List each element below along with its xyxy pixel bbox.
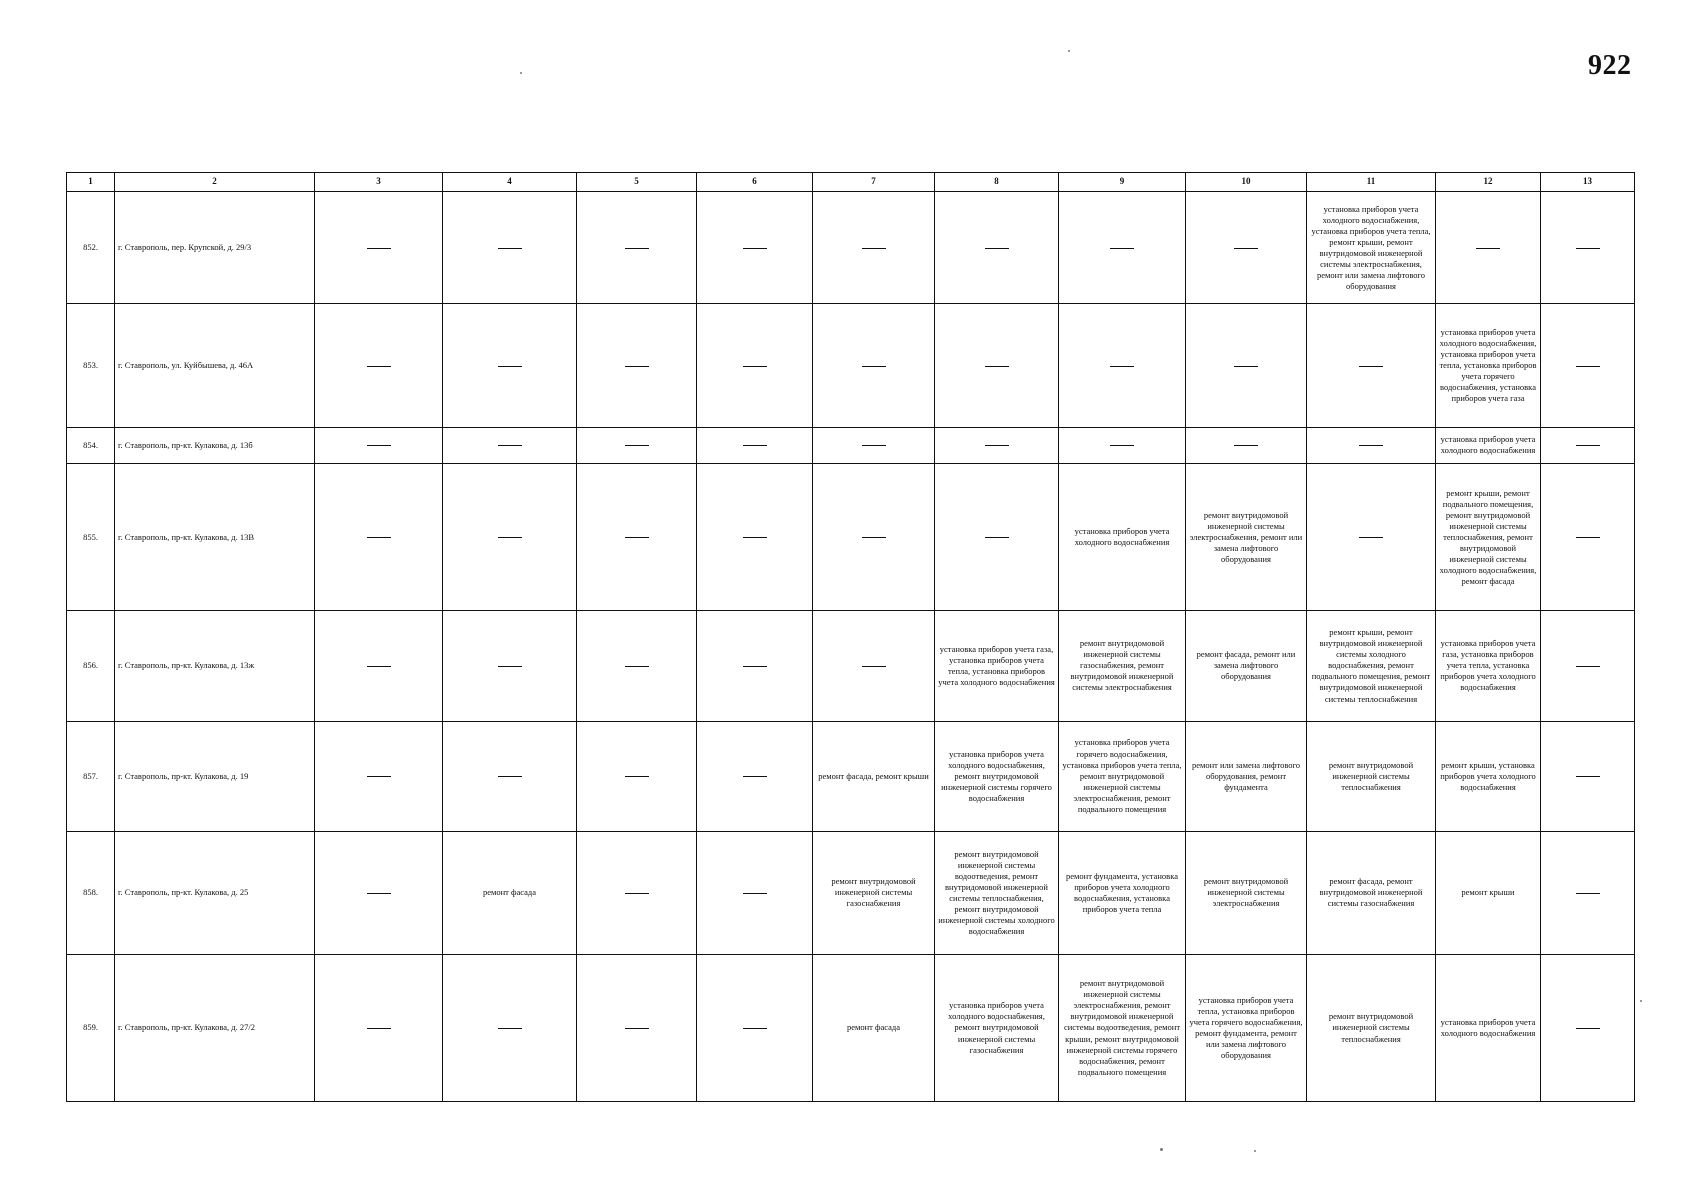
empty-dash-cell xyxy=(577,427,697,464)
dash-mark xyxy=(367,776,391,777)
row-number: 853. xyxy=(67,304,115,427)
dash-mark xyxy=(985,445,1009,446)
work-cell xyxy=(1186,831,1307,954)
column-header-9: 9 xyxy=(1059,173,1186,192)
work-description: ремонт внутридомовой инженерной системы электроснабжения xyxy=(1203,876,1289,909)
table-row xyxy=(67,464,1635,611)
work-description: ремонт фасада xyxy=(846,1022,901,1033)
empty-dash-cell xyxy=(1307,304,1436,427)
work-description: установка приборов учета холодного водоснабжения, ремонт внутридомовой инженерной системы газоснабжения xyxy=(948,1000,1045,1055)
work-description: ремонт внутридомовой инженерной системы электроснабжения, ремонт или замена лифтового оборудования xyxy=(1189,509,1303,564)
empty-dash-cell xyxy=(813,192,935,304)
work-description: установка приборов учета холодного водоснабжения, установка приборов учета тепла, установка приборов учета горячего водоснабжения, установка приборов учета газа xyxy=(1439,326,1537,404)
work-description: ремонт крыши xyxy=(1461,887,1515,898)
empty-dash-cell xyxy=(1059,427,1186,464)
work-description: установка приборов учета холодного водоснабжения xyxy=(1074,526,1170,548)
work-description: ремонт внутридомовой инженерной системы теплоснабжения xyxy=(1328,759,1414,792)
table-body xyxy=(67,192,1635,1102)
table-row xyxy=(67,304,1635,427)
page-number: 922 xyxy=(1588,50,1632,81)
table-row xyxy=(67,611,1635,721)
work-description: ремонт фасада, ремонт или замена лифтового оборудования xyxy=(1196,649,1296,682)
empty-dash-cell xyxy=(697,954,813,1101)
empty-dash-cell xyxy=(1436,192,1541,304)
dash-mark xyxy=(1234,445,1258,446)
dash-mark xyxy=(862,445,886,446)
empty-dash-cell xyxy=(1541,304,1635,427)
row-number: 857. xyxy=(67,721,115,831)
row-number: 854. xyxy=(67,427,115,464)
dash-mark xyxy=(743,366,767,367)
empty-dash-cell xyxy=(577,611,697,721)
empty-dash-cell xyxy=(935,304,1059,427)
dash-mark xyxy=(367,1028,391,1029)
work-cell xyxy=(935,721,1059,831)
work-cell xyxy=(1186,721,1307,831)
dash-mark xyxy=(498,1028,522,1029)
work-cell xyxy=(1436,721,1541,831)
dash-mark xyxy=(625,893,649,894)
work-cell xyxy=(1436,611,1541,721)
dash-mark xyxy=(743,1028,767,1029)
dash-mark xyxy=(743,248,767,249)
work-description: ремонт крыши, ремонт внутридомовой инженерной системы холодного водоснабжения, ремонт подвального помещения, ремонт внутридомовой инженерной системы теплоснабжения xyxy=(1311,627,1431,704)
dash-mark xyxy=(743,445,767,446)
table-row xyxy=(67,192,1635,304)
work-cell xyxy=(1436,427,1541,464)
scan-speck xyxy=(1068,50,1070,52)
work-cell xyxy=(1436,464,1541,611)
empty-dash-cell xyxy=(697,427,813,464)
empty-dash-cell xyxy=(577,464,697,611)
work-cell xyxy=(935,954,1059,1101)
empty-dash-cell xyxy=(1541,954,1635,1101)
empty-dash-cell xyxy=(813,427,935,464)
empty-dash-cell xyxy=(1059,304,1186,427)
work-cell xyxy=(443,831,577,954)
table-row xyxy=(67,427,1635,464)
empty-dash-cell xyxy=(1059,192,1186,304)
dash-mark xyxy=(1110,445,1134,446)
table-row xyxy=(67,831,1635,954)
empty-dash-cell xyxy=(1186,192,1307,304)
work-description: ремонт внутридомовой инженерной системы газоснабжения, ремонт внутридомовой инженерной системы электроснабжения xyxy=(1070,638,1174,693)
empty-dash-cell xyxy=(935,192,1059,304)
empty-dash-cell xyxy=(813,304,935,427)
work-cell xyxy=(935,831,1059,954)
column-header-13: 13 xyxy=(1541,173,1635,192)
address-cell: г. Ставрополь, пр-кт. Кулакова, д. 13б xyxy=(115,427,315,464)
dash-mark xyxy=(1359,366,1383,367)
work-description: установка приборов учета холодного водоснабжения, установка приборов учета тепла, ремонт крыши, ремонт внутридомовой инженерной системы электроснабжения, ремонт или замена лифтового оборудования xyxy=(1311,203,1431,291)
empty-dash-cell xyxy=(577,304,697,427)
dash-mark xyxy=(1576,366,1600,367)
work-cell xyxy=(1436,304,1541,427)
column-header-11: 11 xyxy=(1307,173,1436,192)
dash-mark xyxy=(625,366,649,367)
empty-dash-cell xyxy=(1541,464,1635,611)
work-description: установка приборов учета тепла, установка приборов учета горячего водоснабжения, ремонт фундамента, ремонт или замена лифтового оборудования xyxy=(1189,994,1303,1061)
address-cell: г. Ставрополь, пр-кт. Кулакова, д. 27/2 xyxy=(115,954,315,1101)
dash-mark xyxy=(498,366,522,367)
dash-mark xyxy=(498,248,522,249)
dash-mark xyxy=(985,248,1009,249)
work-cell xyxy=(1059,831,1186,954)
column-header-4: 4 xyxy=(443,173,577,192)
dash-mark xyxy=(367,893,391,894)
dash-mark xyxy=(625,537,649,538)
empty-dash-cell xyxy=(1541,611,1635,721)
scan-speck xyxy=(1640,1000,1642,1002)
dash-mark xyxy=(862,537,886,538)
empty-dash-cell xyxy=(1186,304,1307,427)
work-description: ремонт внутридомовой инженерной системы водоотведения, ремонт внутридомовой инженерной системы теплоснабжения, ремонт внутридомовой инженерной системы холодного водоснабжения xyxy=(938,848,1055,936)
work-cell xyxy=(1307,721,1436,831)
work-description: ремонт крыши, установка приборов учета холодного водоснабжения xyxy=(1440,759,1536,792)
column-header-5: 5 xyxy=(577,173,697,192)
dash-mark xyxy=(743,776,767,777)
empty-dash-cell xyxy=(935,464,1059,611)
work-cell xyxy=(813,831,935,954)
empty-dash-cell xyxy=(697,611,813,721)
work-description: ремонт внутридомовой инженерной системы газоснабжения xyxy=(831,876,916,909)
dash-mark xyxy=(625,666,649,667)
empty-dash-cell xyxy=(577,721,697,831)
dash-mark xyxy=(1576,537,1600,538)
work-cell xyxy=(1307,831,1436,954)
work-description: ремонт крыши, ремонт подвального помещения, ремонт внутридомовой инженерной системы теплоснабжения, ремонт внутридомовой инженерной системы холодного водоснабжения, ремонт фасада xyxy=(1439,487,1537,586)
work-cell xyxy=(1436,954,1541,1101)
address-cell: г. Ставрополь, пр-кт. Кулакова, д. 19 xyxy=(115,721,315,831)
address-cell: г. Ставрополь, ул. Куйбышева, д. 46А xyxy=(115,304,315,427)
dash-mark xyxy=(625,248,649,249)
empty-dash-cell xyxy=(1541,192,1635,304)
dash-mark xyxy=(625,445,649,446)
empty-dash-cell xyxy=(577,954,697,1101)
work-cell xyxy=(813,954,935,1101)
empty-dash-cell xyxy=(697,304,813,427)
dash-mark xyxy=(862,248,886,249)
work-cell xyxy=(1307,611,1436,721)
dash-mark xyxy=(367,666,391,667)
column-header-12: 12 xyxy=(1436,173,1541,192)
address-cell: г. Ставрополь, пр-кт. Кулакова, д. 13ж xyxy=(115,611,315,721)
address-cell: г. Ставрополь, пер. Крупской, д. 29/3 xyxy=(115,192,315,304)
column-header-8: 8 xyxy=(935,173,1059,192)
work-cell xyxy=(813,721,935,831)
row-number: 858. xyxy=(67,831,115,954)
dash-mark xyxy=(1576,1028,1600,1029)
empty-dash-cell xyxy=(315,831,443,954)
row-number: 855. xyxy=(67,464,115,611)
work-description: установка приборов учета холодного водоснабжения, ремонт внутридомовой инженерной системы горячего водоснабжения xyxy=(941,748,1052,803)
column-header-1: 1 xyxy=(67,173,115,192)
dash-mark xyxy=(367,366,391,367)
dash-mark xyxy=(1576,893,1600,894)
empty-dash-cell xyxy=(1307,427,1436,464)
empty-dash-cell xyxy=(697,192,813,304)
work-description: ремонт фасада, ремонт внутридомовой инженерной системы газоснабжения xyxy=(1319,876,1423,909)
column-header-10: 10 xyxy=(1186,173,1307,192)
empty-dash-cell xyxy=(1541,721,1635,831)
column-header-3: 3 xyxy=(315,173,443,192)
empty-dash-cell xyxy=(1307,464,1436,611)
empty-dash-cell xyxy=(1186,427,1307,464)
work-cell xyxy=(935,611,1059,721)
address-cell: г. Ставрополь, пр-кт. Кулакова, д. 13В xyxy=(115,464,315,611)
table-row xyxy=(67,721,1635,831)
empty-dash-cell xyxy=(697,721,813,831)
dash-mark xyxy=(1110,248,1134,249)
empty-dash-cell xyxy=(315,304,443,427)
dash-mark xyxy=(1576,248,1600,249)
dash-mark xyxy=(1476,248,1500,249)
work-description: установка приборов учета газа, установка приборов учета тепла, установка приборов учета холодного водоснабжения xyxy=(938,643,1055,687)
dash-mark xyxy=(1359,537,1383,538)
empty-dash-cell xyxy=(697,464,813,611)
dash-mark xyxy=(367,445,391,446)
work-description: ремонт фасада xyxy=(482,887,537,898)
scan-speck xyxy=(520,72,522,74)
dash-mark xyxy=(625,1028,649,1029)
column-header-7: 7 xyxy=(813,173,935,192)
empty-dash-cell xyxy=(315,611,443,721)
empty-dash-cell xyxy=(935,427,1059,464)
row-number: 852. xyxy=(67,192,115,304)
work-description: установка приборов учета холодного водоснабжения xyxy=(1440,434,1536,456)
dash-mark xyxy=(743,893,767,894)
address-cell: г. Ставрополь, пр-кт. Кулакова, д. 25 xyxy=(115,831,315,954)
work-cell xyxy=(1186,611,1307,721)
empty-dash-cell xyxy=(315,192,443,304)
dash-mark xyxy=(498,666,522,667)
empty-dash-cell xyxy=(315,721,443,831)
work-cell xyxy=(1059,464,1186,611)
dash-mark xyxy=(498,537,522,538)
work-cell xyxy=(1186,464,1307,611)
empty-dash-cell xyxy=(813,464,935,611)
dash-mark xyxy=(1576,445,1600,446)
work-description: ремонт фундамента, установка приборов учета холодного водоснабжения, установка приборов учета тепла xyxy=(1066,870,1178,914)
dash-mark xyxy=(498,776,522,777)
work-cell xyxy=(1186,954,1307,1101)
empty-dash-cell xyxy=(443,427,577,464)
work-description: установка приборов учета газа, установка приборов учета тепла, установка приборов учета холодного водоснабжения xyxy=(1440,638,1536,693)
work-description: ремонт внутридомовой инженерной системы электроснабжения, ремонт внутридомовой инженерной системы водоотведения, ремонт крыши, ремонт внутридомовой инженерной системы горячего водоснабжения, ремонт подвального помещения xyxy=(1063,978,1181,1077)
dash-mark xyxy=(743,666,767,667)
work-description: установка приборов учета холодного водоснабжения xyxy=(1440,1016,1536,1038)
dash-mark xyxy=(985,537,1009,538)
work-description: ремонт фасада, ремонт крыши xyxy=(818,770,929,781)
work-cell xyxy=(1059,611,1186,721)
empty-dash-cell xyxy=(443,611,577,721)
empty-dash-cell xyxy=(443,721,577,831)
empty-dash-cell xyxy=(443,954,577,1101)
empty-dash-cell xyxy=(315,954,443,1101)
empty-dash-cell xyxy=(443,304,577,427)
empty-dash-cell xyxy=(315,427,443,464)
dash-mark xyxy=(498,445,522,446)
dash-mark xyxy=(1234,366,1258,367)
work-description: установка приборов учета горячего водоснабжения, установка приборов учета тепла, ремонт внутридомовой инженерной системы электроснабжения, ремонт подвального помещения xyxy=(1062,737,1182,814)
empty-dash-cell xyxy=(697,831,813,954)
empty-dash-cell xyxy=(443,464,577,611)
dash-mark xyxy=(862,366,886,367)
row-number: 856. xyxy=(67,611,115,721)
dash-mark xyxy=(367,248,391,249)
dash-mark xyxy=(985,366,1009,367)
empty-dash-cell xyxy=(443,192,577,304)
header-row xyxy=(67,173,1635,192)
row-number: 859. xyxy=(67,954,115,1101)
work-cell xyxy=(1307,954,1436,1101)
table-row xyxy=(67,954,1635,1101)
empty-dash-cell xyxy=(315,464,443,611)
dash-mark xyxy=(1110,366,1134,367)
empty-dash-cell xyxy=(1541,427,1635,464)
column-header-2: 2 xyxy=(115,173,315,192)
column-header-6: 6 xyxy=(697,173,813,192)
work-description: ремонт внутридомовой инженерной системы теплоснабжения xyxy=(1328,1011,1414,1044)
work-cell xyxy=(1307,192,1436,304)
work-cell xyxy=(1059,954,1186,1101)
dash-mark xyxy=(743,537,767,538)
dash-mark xyxy=(862,666,886,667)
register-table xyxy=(66,172,1635,1102)
work-cell xyxy=(1059,721,1186,831)
dash-mark xyxy=(1576,776,1600,777)
dash-mark xyxy=(367,537,391,538)
work-cell xyxy=(1436,831,1541,954)
dash-mark xyxy=(625,776,649,777)
empty-dash-cell xyxy=(577,192,697,304)
work-description: ремонт или замена лифтового оборудования, ремонт фундамента xyxy=(1191,759,1301,792)
dash-mark xyxy=(1234,248,1258,249)
scan-speck xyxy=(1160,1148,1163,1151)
dash-mark xyxy=(1576,666,1600,667)
empty-dash-cell xyxy=(577,831,697,954)
dash-mark xyxy=(1359,445,1383,446)
empty-dash-cell xyxy=(1541,831,1635,954)
scan-speck xyxy=(1254,1150,1256,1152)
empty-dash-cell xyxy=(813,611,935,721)
